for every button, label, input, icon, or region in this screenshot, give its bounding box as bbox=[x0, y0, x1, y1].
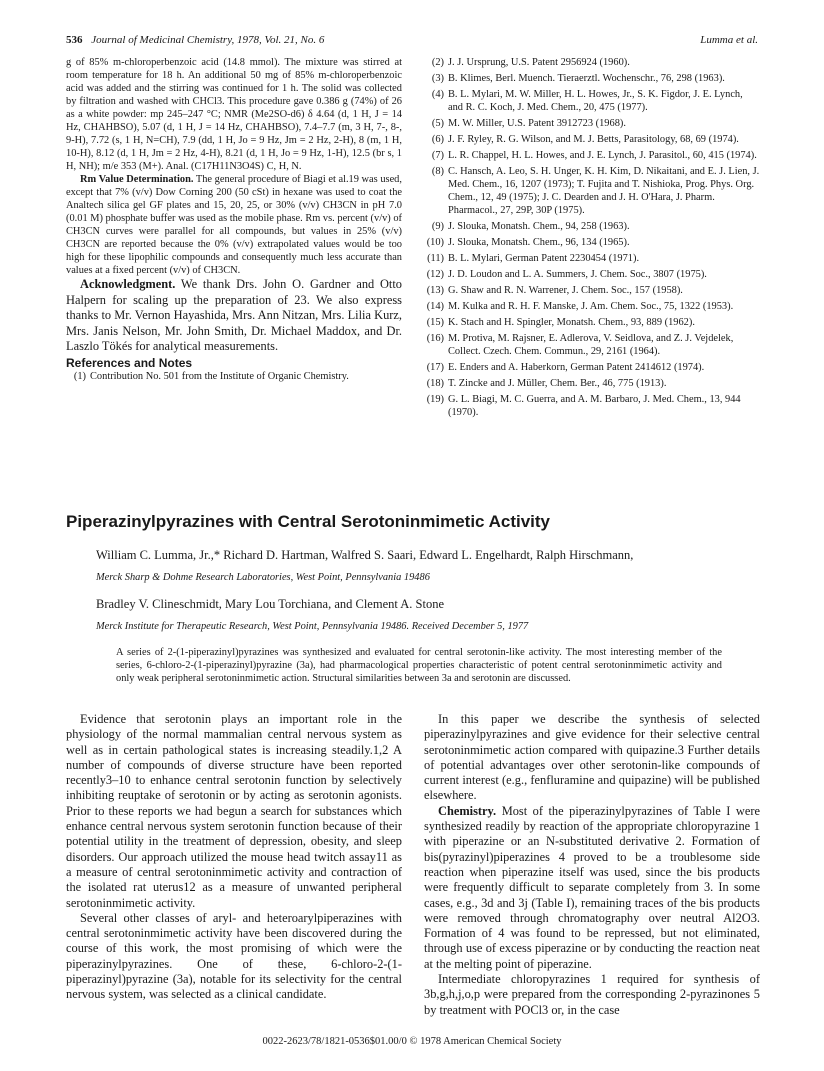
affiliation-secondary: Merck Institute for Therapeutic Research, West Point, Pennsylvania 19486. Received December 5, 1977 bbox=[96, 621, 529, 632]
reference-text: T. Zincke and J. Müller, Chem. Ber., 46, 775 (1913). bbox=[448, 378, 667, 389]
references-right-column bbox=[424, 56, 760, 422]
acknowledgment-text: We thank Drs. John O. Gardner and Otto Halpern for scaling up the preparation of 23. We also express thanks to Mr. Vernon Hayashida, Mrs. Ann Nitzan, Mrs. Lilia Kurz, Mrs. Janis Nelson, Mr. John Smith, Dr. Michael Maddox, and Dr. Laszlo Tökés for analytical measurements. bbox=[66, 277, 403, 354]
reference-number: (6) bbox=[431, 134, 444, 145]
reference-item bbox=[424, 300, 760, 313]
reference-item bbox=[424, 332, 760, 358]
reference-number: (12) bbox=[426, 269, 444, 280]
running-head-authors: Lumma et al. bbox=[700, 34, 758, 46]
reference-number: (4) bbox=[431, 89, 444, 100]
reference-item bbox=[424, 88, 760, 114]
reference-text: M. Protiva, M. Rajsner, E. Adlerova, V. Seidlova, and Z. J. Vejdelek, Collect. Czech. Chem. Commun., 29, 2161 (1964). bbox=[448, 333, 734, 357]
chemistry-text: Most of the piperazinylpyrazines of Table I were synthesized readily by reaction of the appropriate chloropyrazine 1 with piperazine or an N-substituted derivative 2. Formation of bis(pyrazinyl)piperazines 4 proved to be a troublesome side reaction when piperazine itself was used, since the bis products were frequently difficult to separate completely from 3. In some cases, e.g., 3d and 3j (Table I), remaining traces of the bis products were removed through chromatography over neutral Al2O3. Formation of 4 was found to be repressed, but not eliminated, through use of excess piperazine or by conducting the reaction neat at the melting point of piperazine. bbox=[424, 803, 760, 971]
journal-citation: Journal of Medicinal Chemistry, 1978, Vol. 21, No. 6 bbox=[91, 34, 325, 46]
reference-item bbox=[424, 316, 760, 329]
reference-item bbox=[424, 72, 760, 85]
reference-item bbox=[424, 284, 760, 297]
reference-text: M. W. Miller, U.S. Patent 3912723 (1968). bbox=[448, 118, 626, 129]
reference-item bbox=[66, 370, 402, 383]
author-list-primary: William C. Lumma, Jr.,* Richard D. Hartman, Walfred S. Saari, Edward L. Engelhardt, Ralph Hirschmann, bbox=[96, 548, 634, 562]
previous-article-left-column bbox=[66, 56, 402, 384]
rm-text: The general procedure of Biagi et al.19 was used, except that 7% (v/v) Dow Corning 200 (50 cSt) in hexane was used to coat the Analtech silica gel GF plates and 15, 20, 25, or 30% (v/v) CH3CN in pH 7.0 (0.01 M) phosphate buffer was used as the mobile phase. Rm vs. percent (v/v) of CH3CN curves were parallel for all compounds, but values in 25% (v/v) CH3CN are reported because the 0% (v/v) extrapolated values would be too high for these lipophilic compounds and consequently much less accurate than values at a fixed percent (v/v) of CH3CN. bbox=[66, 174, 402, 276]
reference-number: (17) bbox=[426, 362, 444, 373]
reference-number: (3) bbox=[431, 73, 444, 84]
acknowledgment-heading: Acknowledgment. bbox=[80, 277, 176, 291]
reference-item bbox=[424, 56, 760, 69]
reference-number: (5) bbox=[431, 118, 444, 129]
reference-number: (18) bbox=[426, 378, 444, 389]
reference-number: (16) bbox=[426, 333, 444, 344]
article-title: Piperazinylpyrazines with Central Serotoninmimetic Activity bbox=[66, 512, 550, 531]
reference-text: J. J. Ursprung, U.S. Patent 2956924 (1960). bbox=[448, 57, 630, 68]
reference-text: J. Slouka, Monatsh. Chem., 96, 134 (1965). bbox=[448, 237, 630, 248]
rm-heading: Rm Value Determination. bbox=[80, 174, 194, 185]
affiliation-primary: Merck Sharp & Dohme Research Laboratories, West Point, Pennsylvania 19486 bbox=[96, 572, 430, 583]
reference-text: J. Slouka, Monatsh. Chem., 94, 258 (1963). bbox=[448, 221, 630, 232]
reference-item bbox=[424, 220, 760, 233]
body-paragraph: In this paper we describe the synthesis of selected piperazinylpyrazines and give evidence for their selective central serotoninmimetic action compared with quipazine.3 Further details of potential advantages over other serotonin-like compounds of current interest (e.g., fenfluramine and quipazine) will be published elsewhere. bbox=[424, 712, 760, 803]
reference-text: J. D. Loudon and L. A. Summers, J. Chem. Soc., 3807 (1975). bbox=[448, 269, 707, 280]
reference-item bbox=[424, 133, 760, 146]
reference-number: (19) bbox=[426, 394, 444, 405]
reference-item bbox=[424, 377, 760, 390]
reference-text: Contribution No. 501 from the Institute of Organic Chemistry. bbox=[90, 370, 349, 382]
reference-number: (1) bbox=[73, 370, 86, 382]
experimental-paragraph: g of 85% m-chloroperbenzoic acid (14.8 mmol). The mixture was stirred at room temperature for 18 h. An additional 50 mg of 85% m-chloroperbenzoic acid was added and the stirring was continued for 1 h. The solid was collected by filtration and washed with CHCl3. This procedure gave 0.386 g (74%) of 26 as a white powder: mp 245–247 °C; NMR (Me2SO-d6) δ 4.64 (d, 1 H, J = 14 Hz, CHAHBSO), 5.07 (d, 1 H, J = 14 Hz, CHAHBSO), 7.4–7.7 (m, 3 H, 7-, 8-, 9-H), 7.72 (s, 1 H, N=CH), 7.9 (dd, 1 H, Jo = 9 Hz, Jm = 2 Hz, 2-H), 8 (m, 1 H, 10-H), 8.12 (d, 1 H, Jm = 2 Hz, 4-H), 8.21 (d, 1 H, Jo = 9 Hz, 1-H), 12.5 (br s, 1 H, NH); m/e 353 (M+). Anal. (C17H11N3O4S) C, H, N. bbox=[66, 57, 402, 172]
reference-item bbox=[424, 268, 760, 281]
article-body-right-column bbox=[424, 712, 760, 1018]
reference-number: (11) bbox=[427, 253, 444, 264]
page-number: 536 bbox=[66, 34, 83, 46]
reference-item bbox=[424, 252, 760, 265]
copyright-footer: 0022-2623/78/1821-0536$01.00/0 © 1978 American Chemical Society bbox=[262, 1036, 562, 1047]
reference-number: (7) bbox=[431, 150, 444, 161]
abstract: A series of 2-(1-piperazinyl)pyrazines was synthesized and evaluated for central serotonin-like activity. The most interesting member of the series, 6-chloro-2-(1-piperazinyl)pyrazine (3a), had pharmacological properties characteristic of potent central serotoninmimetic activity and only weak peripheral serotoninmimetic action. Structural similarities between 3a and serotonin are discussed. bbox=[116, 647, 722, 684]
reference-text: G. Shaw and R. N. Warrener, J. Chem. Soc., 157 (1958). bbox=[448, 285, 683, 296]
reference-number: (15) bbox=[426, 317, 444, 328]
reference-text: K. Stach and H. Spingler, Monatsh. Chem., 93, 889 (1962). bbox=[448, 317, 695, 328]
reference-text: C. Hansch, A. Leo, S. H. Unger, K. H. Kim, D. Nikaitani, and E. J. Lien, J. Med. Chem., 16, 1207 (1973); T. Fujita and T. Nishioka, Prog. Phys. Org. Chem., 12, 49 (1975); J. C. Dearden and J. H. O'Hara, J. Pharm. Pharmacol., 27, 29P, 30P (1975). bbox=[448, 166, 760, 216]
references-heading: References and Notes bbox=[66, 355, 193, 370]
reference-item bbox=[424, 236, 760, 249]
running-head bbox=[66, 34, 758, 50]
reference-item bbox=[424, 393, 760, 419]
article-body-left-column bbox=[66, 712, 402, 1003]
reference-text: G. L. Biagi, M. C. Guerra, and A. M. Barbaro, J. Med. Chem., 13, 944 (1970). bbox=[448, 394, 741, 418]
acknowledgment-paragraph bbox=[66, 277, 402, 355]
rm-paragraph bbox=[66, 173, 402, 277]
reference-number: (10) bbox=[426, 237, 444, 248]
reference-number: (14) bbox=[426, 301, 444, 312]
reference-number: (8) bbox=[431, 166, 444, 177]
running-head-left bbox=[66, 34, 324, 46]
body-paragraph: Evidence that serotonin plays an important role in the physiology of the normal mammalian central nervous system as well as in certain pathological states is increasing steadily.1,2 A number of compounds of diverse structure have been reported recently3–10 to enhance central serotonin function by selectively inhibiting reuptake of serotonin or by acting as serotonin agonists. Prior to these reports we had begun a search for substances which enhance central nervous system serotonin function because of their potential utility in the treatment of depression, obesity, and sleep disorders. Our approach utilized the mouse head twitch assay11 as a measure of central serotoninmimetic activity and contraction of the isolated rat uterus12 as a measure of unwanted peripheral serotoninmimetic activity. bbox=[66, 712, 402, 910]
reference-text: B. L. Mylari, M. W. Miller, H. L. Howes, Jr., S. K. Figdor, J. E. Lynch, and R. C. Koch, J. Med. Chem., 20, 475 (1977). bbox=[448, 89, 743, 113]
reference-item bbox=[424, 149, 760, 162]
body-paragraph: Intermediate chloropyrazines 1 required for synthesis of 3b,g,h,j,o,p were prepared from the corresponding 2-pyrazinones 5 by treatment with POCl3 or, in the case bbox=[424, 972, 760, 1017]
reference-text: M. Kulka and R. H. F. Manske, J. Am. Chem. Soc., 75, 1322 (1953). bbox=[448, 301, 734, 312]
reference-text: B. L. Mylari, German Patent 2230454 (1971). bbox=[448, 253, 640, 264]
reference-text: E. Enders and A. Haberkorn, German Patent 2414612 (1974). bbox=[448, 362, 705, 373]
reference-text: J. F. Ryley, R. G. Wilson, and M. J. Betts, Parasitology, 68, 69 (1974). bbox=[448, 134, 739, 145]
reference-item bbox=[424, 165, 760, 217]
reference-text: B. Klimes, Berl. Muench. Tieraerztl. Wochenschr., 76, 298 (1963). bbox=[448, 73, 725, 84]
body-paragraph: Several other classes of aryl- and heteroarylpiperazines with central serotoninmimetic activity have been discovered during the course of this work, the most promising of which were the piperazinylpyrazines. One of these, 6-chloro-2-(1-piperazinyl)pyrazine (3a), notable for its selectivity for the central nervous system, was selected as a clinical candidate. bbox=[66, 910, 402, 1002]
reference-item bbox=[424, 117, 760, 130]
reference-number: (13) bbox=[426, 285, 444, 296]
chemistry-paragraph bbox=[424, 804, 760, 972]
chemistry-heading: Chemistry. bbox=[438, 803, 497, 818]
reference-number: (2) bbox=[431, 57, 444, 68]
reference-item bbox=[424, 361, 760, 374]
author-list-secondary: Bradley V. Clineschmidt, Mary Lou Torchiana, and Clement A. Stone bbox=[96, 597, 445, 611]
reference-text: L. R. Chappel, H. L. Howes, and J. E. Lynch, J. Parasitol., 60, 415 (1974). bbox=[448, 150, 757, 161]
reference-number: (9) bbox=[431, 221, 444, 232]
